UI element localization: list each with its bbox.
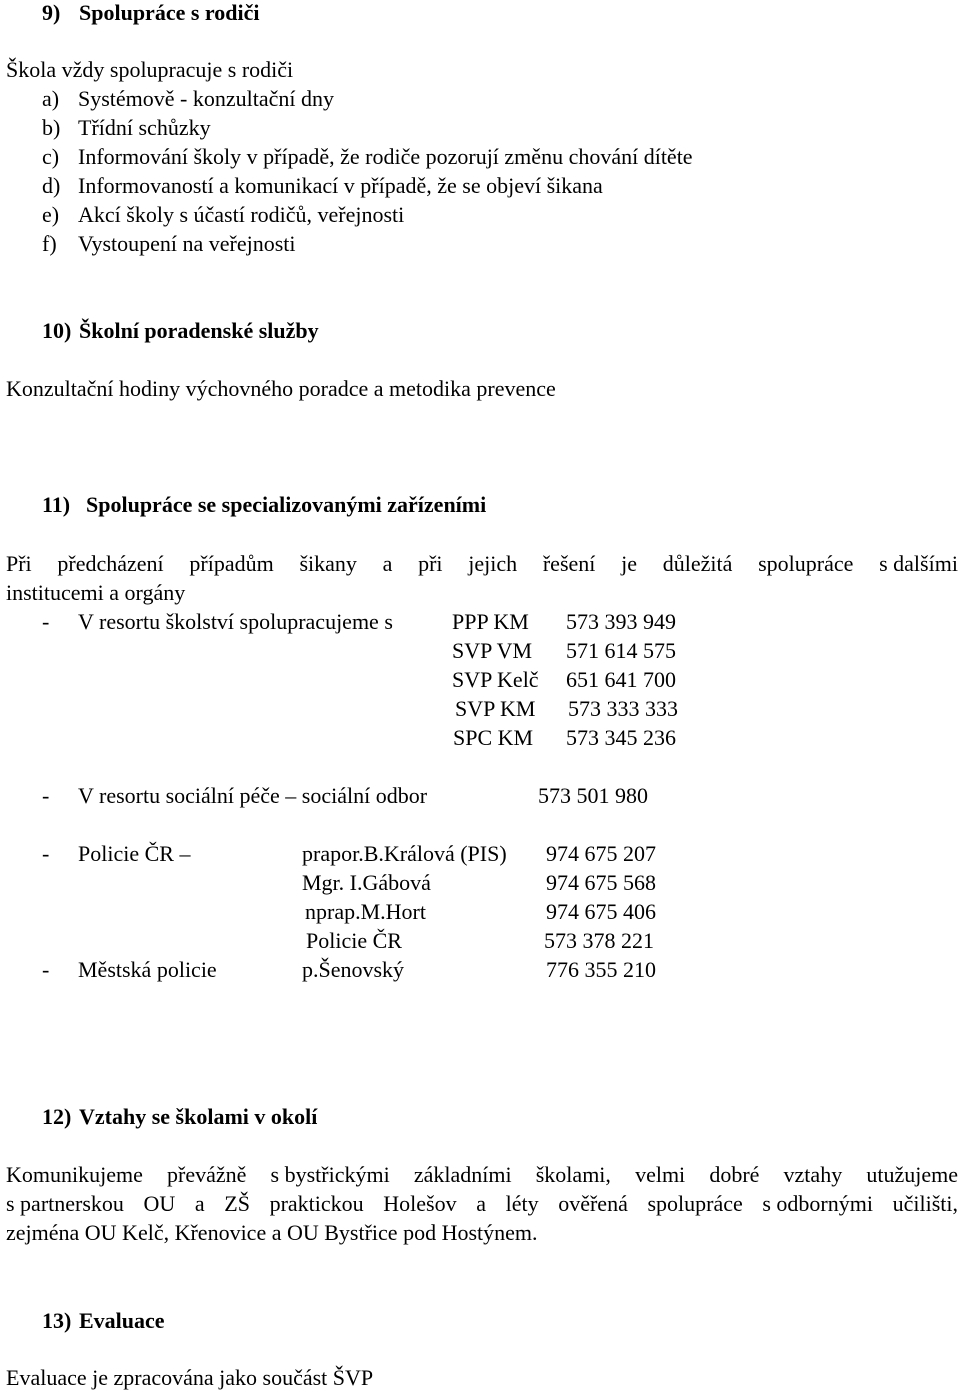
list-item: e) Akcí školy s účastí rodičů, veřejnosti xyxy=(42,202,405,227)
list-item: a) Systémově - konzultační dny xyxy=(42,86,335,111)
contact-phone: 651 641 700 xyxy=(566,667,676,692)
list-item: f) Vystoupení na veřejnosti xyxy=(42,231,296,256)
section-number: 10) xyxy=(42,318,72,343)
section-number: 12) xyxy=(42,1104,72,1129)
list-item: c) Informování školy v případě, že rodiče pozorují změnu chování dítěte xyxy=(42,144,693,169)
contact-phone: 571 614 575 xyxy=(566,638,676,663)
contact-name: prapor.B.Králová (PIS) xyxy=(302,841,507,866)
section-12-line-2: s partnerskou OU a ZŠ praktickou Holešov a léty ověřená spolupráce s odbornými učilišti, xyxy=(6,1191,958,1216)
contact-phone: 573 345 236 xyxy=(566,725,676,750)
section-12-heading xyxy=(42,1104,317,1130)
section-title: Vztahy se školami v okolí xyxy=(79,1104,318,1129)
section-title: Školní poradenské služby xyxy=(79,318,319,343)
contact-name: nprap.M.Hort xyxy=(305,899,426,924)
section-11-intro-line-1: Při předcházení případům šikany a při jejich řešení je důležitá spolupráce s dalšími xyxy=(6,551,958,576)
section-10-text: Konzultační hodiny výchovného poradce a metodika prevence xyxy=(6,376,556,401)
section-11-intro-line-2: institucemi a orgány xyxy=(6,580,186,605)
contact-name: p.Šenovský xyxy=(302,957,405,982)
contact-phone: 573 333 333 xyxy=(568,696,678,721)
section-9-intro: Škola vždy spolupracuje s rodiči xyxy=(6,57,294,82)
contact-name: Policie ČR xyxy=(306,928,402,953)
contact-name: PPP KM xyxy=(452,609,529,634)
section-12-line-3: zejména OU Kelč, Křenovice a OU Bystřice pod Hostýnem. xyxy=(6,1220,538,1245)
police-label: Policie ČR – xyxy=(78,841,191,866)
list-dash: - xyxy=(42,957,50,982)
contact-name: SVP KM xyxy=(455,696,536,721)
list-dash: - xyxy=(42,609,50,634)
contact-phone: 974 675 406 xyxy=(546,899,656,924)
section-number: 11) xyxy=(42,492,71,517)
contact-name: SVP VM xyxy=(452,638,533,663)
contact-phone: 974 675 568 xyxy=(546,870,656,895)
section-11-heading xyxy=(42,492,486,518)
contact-name: Mgr. I.Gábová xyxy=(302,870,431,895)
list-item: d) Informovaností a komunikací v případě, že se objeví šikana xyxy=(42,173,603,198)
contact-phone: 974 675 207 xyxy=(546,841,656,866)
school-contacts-label: V resortu školství spolupracujeme s xyxy=(78,609,393,634)
contact-name: SPC KM xyxy=(453,725,534,750)
contact-phone: 776 355 210 xyxy=(546,957,656,982)
section-12-line-1: Komunikujeme převážně s bystřickými základními školami, velmi dobré vztahy utužujeme xyxy=(6,1162,958,1187)
list-dash: - xyxy=(42,783,50,808)
section-13-heading xyxy=(42,1308,165,1334)
section-number: 9) xyxy=(42,0,61,25)
contact-name: SVP Kelč xyxy=(452,667,539,692)
contact-phone: 573 378 221 xyxy=(544,928,654,953)
social-care-label: V resortu sociální péče – sociální odbor xyxy=(78,783,428,808)
list-item: b) Třídní schůzky xyxy=(42,115,211,140)
section-title: Evaluace xyxy=(79,1308,165,1333)
contact-phone: 573 393 949 xyxy=(566,609,676,634)
city-police-label: Městská policie xyxy=(78,957,217,982)
section-title: Spolupráce s rodiči xyxy=(79,0,260,25)
section-number: 13) xyxy=(42,1308,72,1333)
section-13-text: Evaluace je zpracována jako součást ŠVP xyxy=(6,1365,374,1390)
section-10-heading xyxy=(42,318,319,344)
contact-phone: 573 501 980 xyxy=(538,783,648,808)
list-dash: - xyxy=(42,841,50,866)
section-9-heading xyxy=(42,0,260,26)
section-title: Spolupráce se specializovanými zařízeními xyxy=(86,492,487,517)
